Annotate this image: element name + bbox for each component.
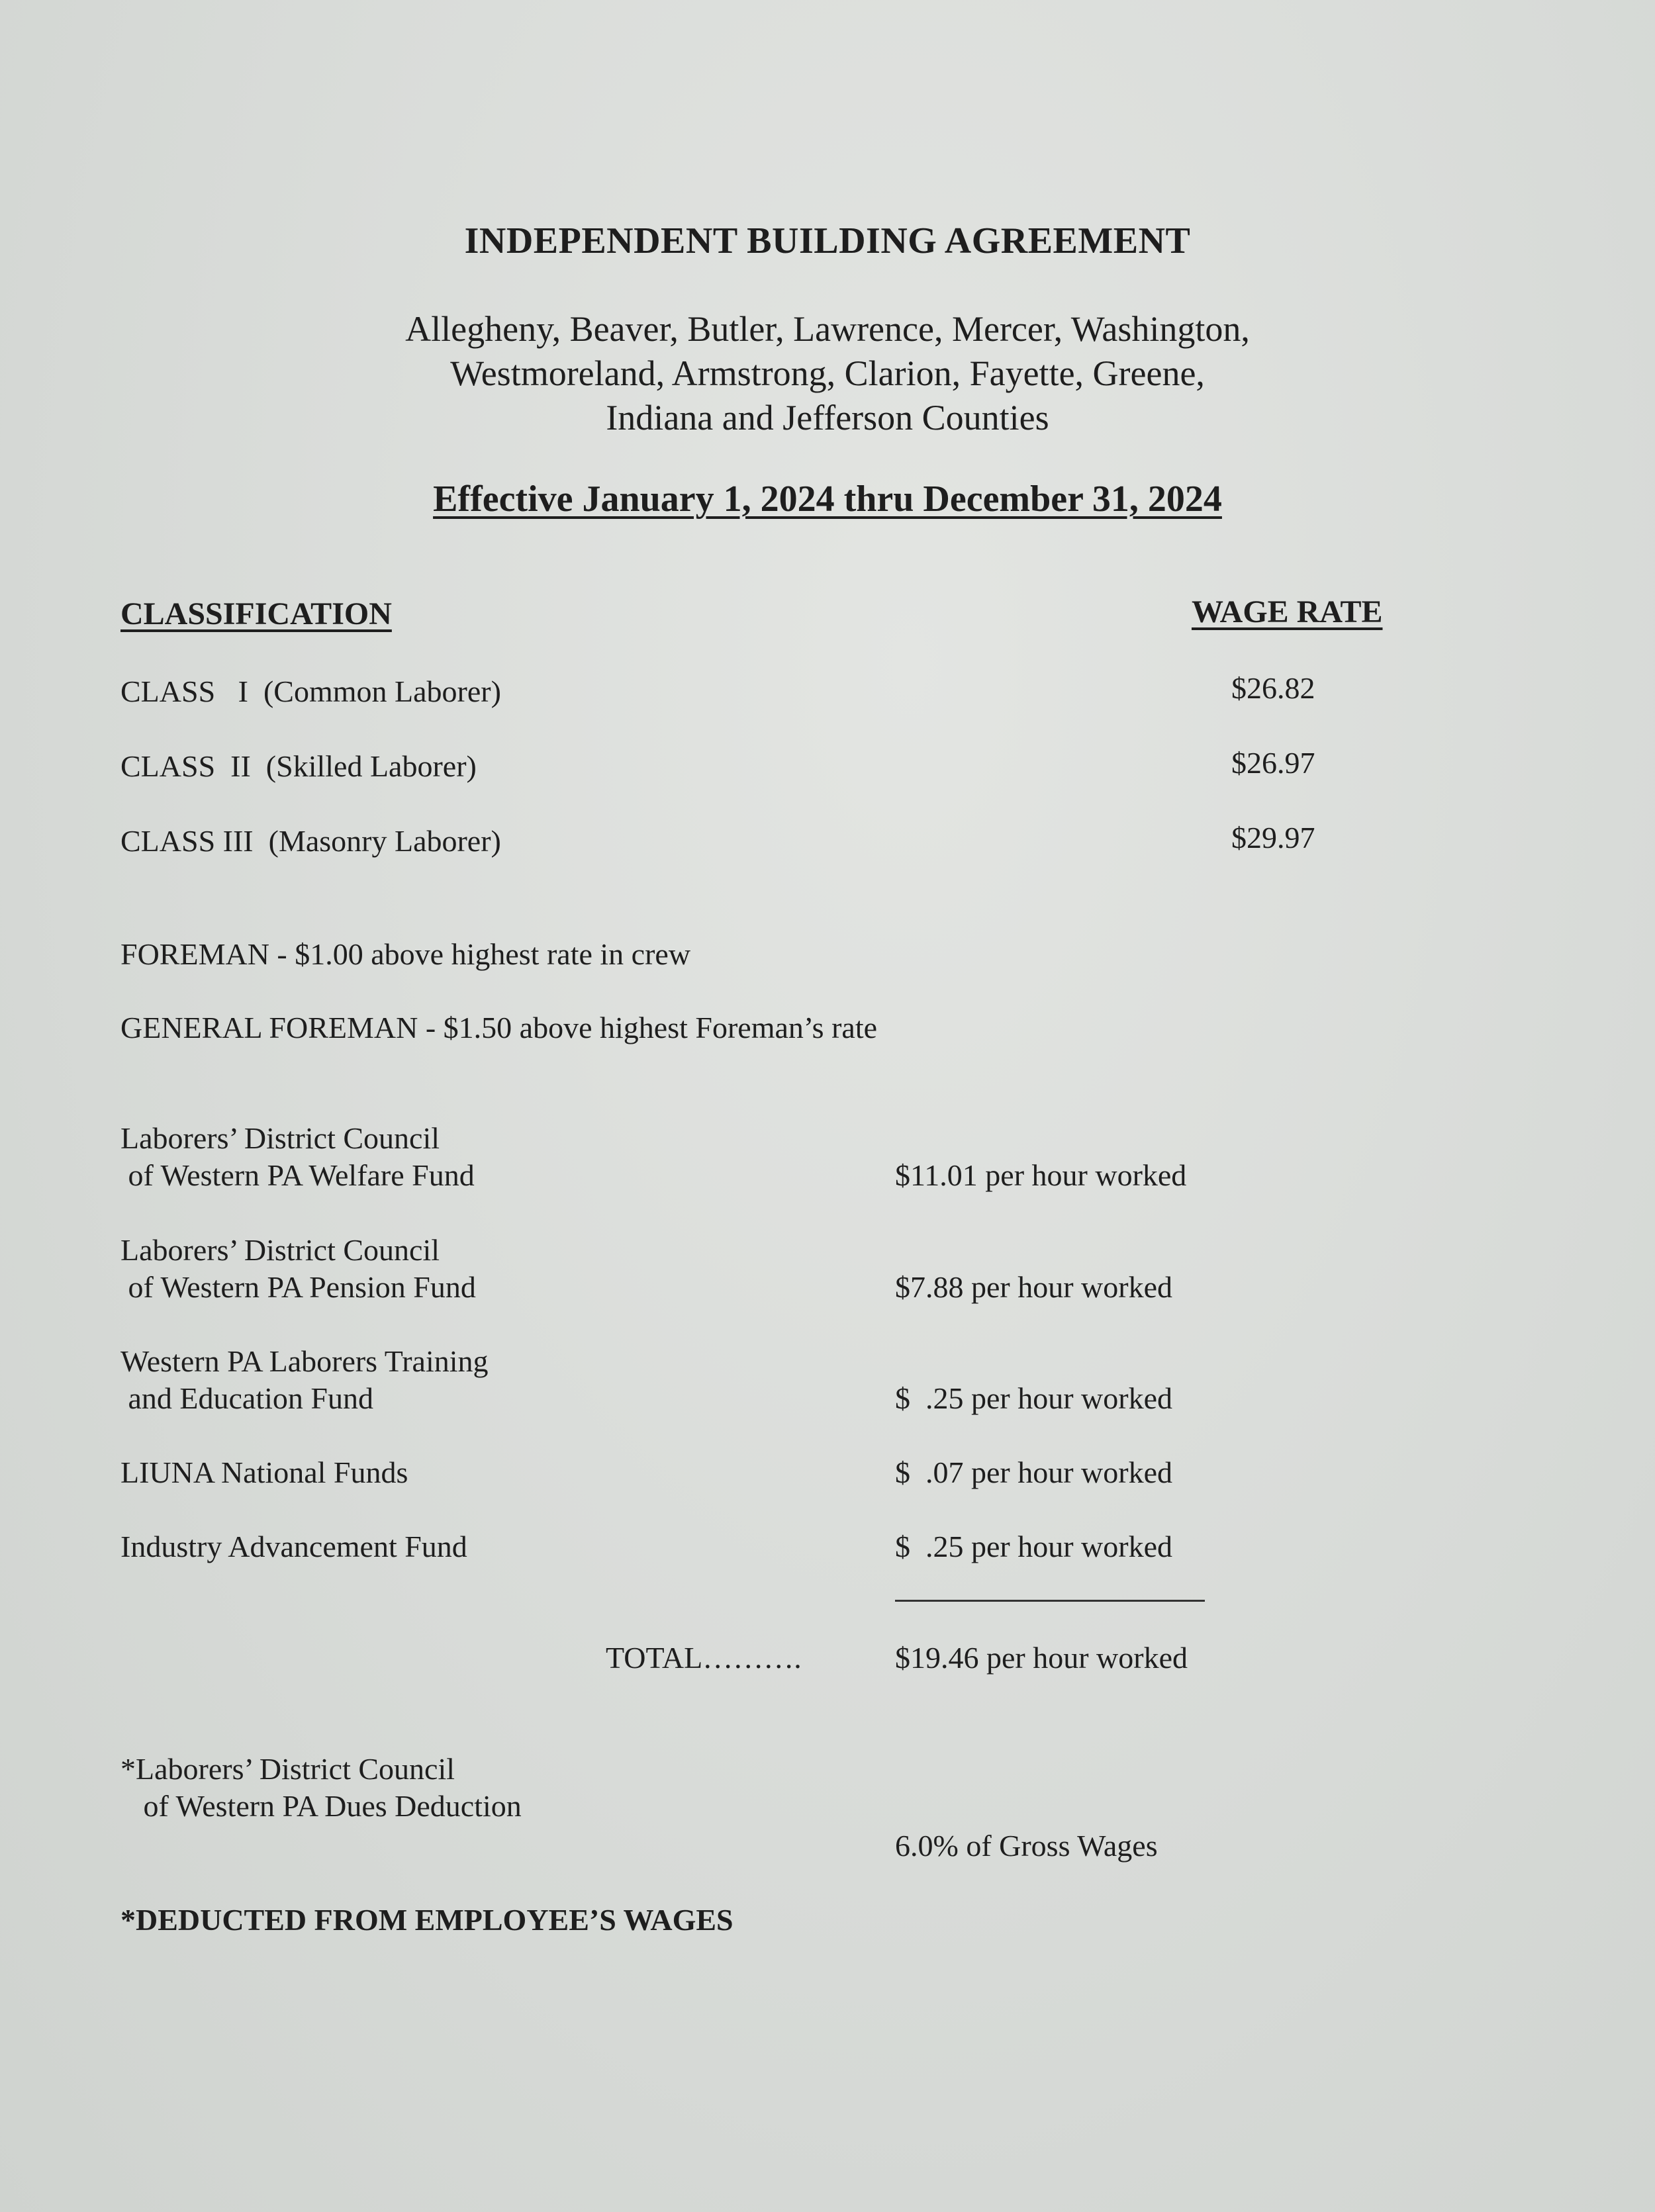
document-title: INDEPENDENT BUILDING AGREEMENT bbox=[464, 220, 1191, 261]
counties-line-2: Westmoreland, Armstrong, Clarion, Fayette, Greene, bbox=[450, 353, 1205, 393]
welfare-fund-label bbox=[120, 1120, 475, 1194]
effective-dates-text: Effective January 1, 2024 thru December 31, 2024 bbox=[433, 479, 1222, 520]
training-fund-label bbox=[120, 1343, 489, 1417]
counties-line-1: Allegheny, Beaver, Butler, Lawrence, Mercer, Washington, bbox=[405, 309, 1250, 349]
training-fund-amount: $ .25 per hour worked bbox=[895, 1381, 1173, 1415]
effective-dates bbox=[0, 478, 1655, 520]
total-divider bbox=[895, 1600, 1205, 1602]
general-foreman-rule: GENERAL FOREMAN - $1.50 above highest Foreman’s rate bbox=[120, 1011, 878, 1044]
total-amount: $19.46 per hour worked bbox=[895, 1641, 1188, 1675]
deduction-footnote: *DEDUCTED FROM EMPLOYEE’S WAGES bbox=[120, 1903, 733, 1937]
counties-line-3: Indiana and Jefferson Counties bbox=[606, 398, 1049, 438]
classification-header: CLASSIFICATION bbox=[120, 596, 392, 631]
dues-amount: 6.0% of Gross Wages bbox=[895, 1829, 1158, 1863]
class-2-name: CLASS II (Skilled Laborer) bbox=[120, 749, 477, 783]
training-fund-label-line-2: and Education Fund bbox=[120, 1381, 373, 1415]
wage-rate-header: WAGE RATE bbox=[1192, 594, 1383, 629]
dues-label-line-1: *Laborers’ District Council bbox=[120, 1752, 455, 1786]
dues-label bbox=[120, 1751, 522, 1825]
welfare-fund-label-line-2: of Western PA Welfare Fund bbox=[120, 1158, 475, 1192]
liuna-fund-label: LIUNA National Funds bbox=[120, 1455, 408, 1489]
pension-fund-amount: $7.88 per hour worked bbox=[895, 1270, 1173, 1304]
foreman-rule: FOREMAN - $1.00 above highest rate in crew bbox=[120, 937, 691, 971]
liuna-fund-amount: $ .07 per hour worked bbox=[895, 1455, 1173, 1489]
pension-fund-label-line-2: of Western PA Pension Fund bbox=[120, 1270, 476, 1304]
welfare-fund-amount: $11.01 per hour worked bbox=[895, 1158, 1187, 1192]
counties-list bbox=[0, 307, 1655, 440]
industry-fund-label: Industry Advancement Fund bbox=[120, 1530, 467, 1563]
class-1-rate: $26.82 bbox=[1231, 671, 1315, 705]
industry-fund-amount: $ .25 per hour worked bbox=[895, 1530, 1173, 1563]
pension-fund-label bbox=[120, 1232, 476, 1306]
pension-fund-label-line-1: Laborers’ District Council bbox=[120, 1233, 440, 1267]
class-3-name: CLASS III (Masonry Laborer) bbox=[120, 824, 501, 858]
training-fund-label-line-1: Western PA Laborers Training bbox=[120, 1344, 489, 1378]
welfare-fund-label-line-1: Laborers’ District Council bbox=[120, 1121, 440, 1155]
class-3-rate: $29.97 bbox=[1231, 821, 1315, 854]
dues-label-line-2: of Western PA Dues Deduction bbox=[120, 1789, 522, 1823]
total-label: TOTAL………. bbox=[606, 1641, 802, 1675]
class-2-rate: $26.97 bbox=[1231, 746, 1315, 780]
class-1-name: CLASS I (Common Laborer) bbox=[120, 674, 501, 708]
